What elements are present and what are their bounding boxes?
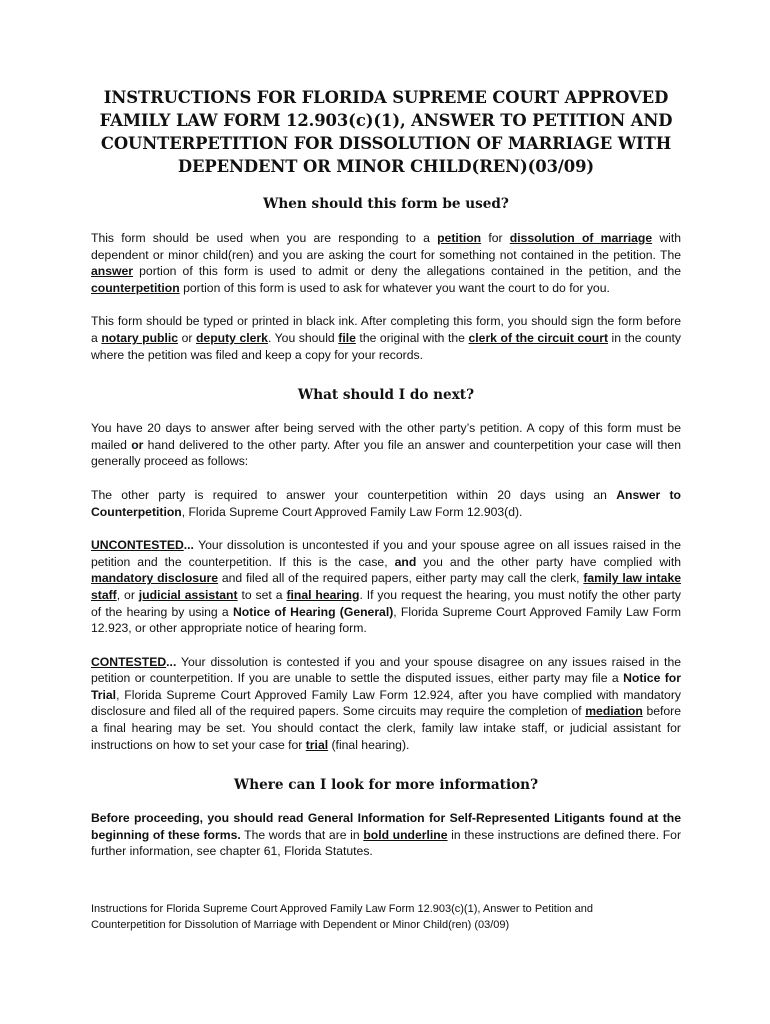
- footer-line-1: Instructions for Florida Supreme Court Approved Family Law Form 12.903(c)(1), Answer to Petition and: [91, 903, 593, 915]
- term-clerk-of-circuit-court: clerk of the circuit court: [468, 330, 608, 345]
- paragraph-other-party: The other party is required to answer your counterpetition within 20 days using an Answer to Counterpetition, Florida Supreme Court Approved Family Law Form 12.903(d).: [91, 487, 682, 519]
- paragraph-signing-filing: This form should be typed or printed in black ink. After completing this form, you should sign the form before a notary public or deputy clerk. You should file the original with the clerk of the circuit court in the county where the petition was filed and keep a copy for your records.: [91, 314, 681, 362]
- term-final-hearing: final hearing: [286, 587, 360, 602]
- term-dissolution-of-marriage: dissolution of marriage: [509, 231, 653, 245]
- term-answer: answer: [91, 264, 134, 279]
- page-footer: [91, 901, 681, 933]
- label-uncontested: UNCONTESTED: [91, 538, 184, 553]
- section-heading-next: What should I do next?: [297, 387, 475, 404]
- term-bold-underline: bold underline: [363, 827, 448, 842]
- document-title: INSTRUCTIONS FOR FLORIDA SUPREME COURT APPROVED FAMILY LAW FORM 12.903(c)(1), ANSWER TO PETITION AND COUNTERPETITION FOR DISSOLUTION OF MARRIAGE WITH DEPENDENT OR MINOR CHILD(REN)(03/09): [99, 88, 673, 176]
- term-counterpetition: counterpetition: [91, 280, 180, 295]
- notice-read-general-information: Before proceeding, you should read General Information for Self-Represented Litigants found at the beginning of these forms.: [91, 811, 681, 842]
- label-contested: CONTESTED: [91, 654, 167, 669]
- term-file: file: [338, 330, 356, 345]
- term-mediation: mediation: [585, 704, 643, 719]
- term-petition: petition: [437, 231, 482, 245]
- emphasis-or: or: [131, 437, 144, 452]
- section-heading-more-info: Where can I look for more information?: [233, 777, 539, 794]
- paragraph-more-info: Before proceeding, you should read General Information for Self-Represented Litigants found at the beginning of these forms. The words that are in bold underline in these instructions are defined there. For further information, see chapter 61, Florida Statutes.: [91, 811, 682, 859]
- term-trial: trial: [305, 737, 329, 752]
- term-deputy-clerk: deputy clerk: [195, 330, 268, 345]
- footer-line-2: Counterpetition for Dissolution of Marriage with Dependent or Minor Child(ren) (03/09): [91, 919, 510, 931]
- term-family-law-intake-staff: family law intake staff: [91, 571, 682, 602]
- paragraph-twenty-days: You have 20 days to answer after being served with the other party’s petition. A copy of this form must be mailed or hand delivered to the other party. After you file an answer and counterpetition your case will then generally proceed as follows:: [91, 421, 681, 469]
- paragraph-uncontested: UNCONTESTED... Your dissolution is uncontested if you and your spouse agree on all issues raised in the petition and the counterpetition. If this is the case, and you and the other party have complied with mandatory disclosure and filed all of the required papers, either party may call the clerk, family law intake staff, or judicial assistant to set a final hearing. If you request the hearing, you must notify the other party of the hearing by using a Notice of Hearing (General), Florida Supreme Court Approved Family Law Form 12.923, or other appropriate notice of hearing form.: [91, 538, 682, 636]
- paragraph-form-usage: This form should be used when you are responding to a petition for dissolution of marriage with dependent or minor child(ren) and you are asking the court for something not contained in the petition. The answer portion of this form is used to admit or deny the allegations contained in the petition, and the counterpetition portion of this form is used to ask for whatever you want the court to do for you.: [91, 231, 682, 295]
- form-answer-to-counterpetition: Answer to Counterpetition: [91, 487, 682, 519]
- form-notice-of-hearing: Notice of Hearing (General): [232, 604, 394, 619]
- term-notary-public: notary public: [101, 330, 179, 345]
- term-judicial-assistant: judicial assistant: [138, 587, 238, 602]
- paragraph-contested: CONTESTED... Your dissolution is contested if you and your spouse disagree on any issues raised in the petition or counterpetition. If you are unable to settle the disputed issues, either party may file a Notice for Trial, Florida Supreme Court Approved Family Law Form 12.924, after you have complied with mandatory disclosure and filed all of the required papers. Some circuits may require the completion of mediation before a final hearing may be set. You should contact the clerk, family law intake staff, or judicial assistant for instructions on how to set your case for trial (final hearing).: [91, 654, 682, 752]
- form-notice-for-trial: Notice for Trial: [91, 671, 681, 702]
- section-heading-when: When should this form be used?: [263, 196, 509, 212]
- term-mandatory-disclosure: mandatory disclosure: [91, 571, 219, 586]
- document-page: [91, 86, 681, 860]
- emphasis-and: and: [394, 554, 417, 569]
